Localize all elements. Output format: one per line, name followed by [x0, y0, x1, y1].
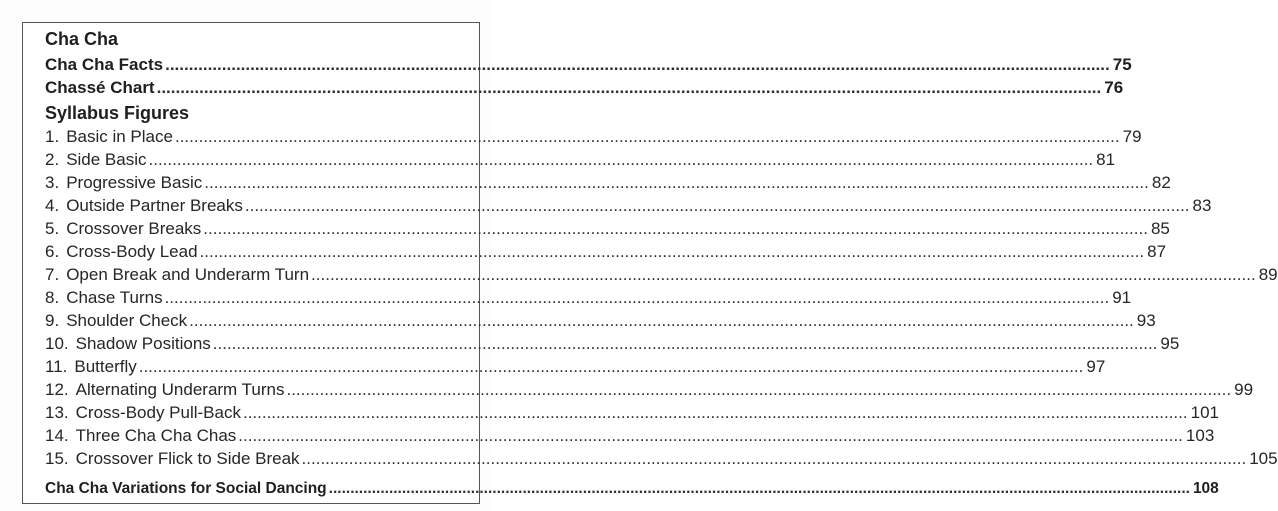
toc-entry-page: 76 — [1104, 78, 1124, 97]
figure-number: 15. — [45, 449, 69, 468]
figure-page: 91 — [1112, 288, 1132, 307]
dot-leader: ........................................................................................................................................................................................................ — [204, 173, 1149, 192]
figure-page: 95 — [1160, 334, 1180, 353]
toc-entry-chasse-chart — [45, 77, 1124, 99]
dot-leader: ........................................................................................................................................................................................................ — [311, 265, 1256, 284]
figure-number: 5. — [45, 219, 60, 238]
dot-leader: ........................................................................................................................................................................................................ — [238, 426, 1183, 445]
figure-label: Progressive Basic — [66, 173, 203, 192]
toc-entry-figure — [45, 448, 1278, 470]
figure-number: 8. — [45, 288, 60, 307]
toc-entry-cha-cha-facts — [45, 54, 1132, 76]
dot-leader: ........................................................................................................................................................................................................ — [199, 242, 1145, 261]
dot-leader: ........................................................................................................................................................................................................ — [203, 219, 1148, 238]
toc-entry-figure — [45, 172, 1171, 194]
figure-page: 93 — [1136, 311, 1156, 330]
toc-entry-figure — [45, 402, 1219, 424]
figure-page: 99 — [1234, 380, 1254, 399]
toc-entry-figure — [45, 218, 1170, 240]
figure-page: 89 — [1258, 265, 1278, 284]
toc-entry-figure — [45, 333, 1180, 355]
figure-page: 101 — [1190, 403, 1219, 422]
toc-entry-figure — [45, 241, 1167, 263]
figure-number: 6. — [45, 242, 60, 261]
toc-entry-label: Cha Cha Variations for Social Dancing — [45, 480, 327, 497]
figure-number: 10. — [45, 334, 69, 353]
figure-page: 82 — [1151, 173, 1171, 192]
figure-number: 9. — [45, 311, 60, 330]
dot-leader: ........................................................................................................................................................................................................ — [242, 403, 1188, 422]
figure-page: 87 — [1147, 242, 1167, 261]
figure-label: Open Break and Underarm Turn — [66, 265, 310, 284]
dot-leader: ........................................................................................................................................................................................................ — [212, 334, 1158, 353]
figure-number: 3. — [45, 173, 60, 192]
figure-number: 1. — [45, 127, 60, 146]
figure-label: Outside Partner Breaks — [66, 196, 243, 215]
figure-label: Basic in Place — [66, 127, 173, 146]
figure-page: 105 — [1249, 449, 1278, 468]
dot-leader: ........................................................................................................................................................................................................ — [328, 480, 1190, 497]
toc-entry-figure — [45, 149, 1116, 171]
dot-leader: ........................................................................................................................................................................................................ — [156, 78, 1102, 97]
toc-entry-figure — [45, 287, 1132, 309]
toc-entry-figure — [45, 310, 1156, 332]
dot-leader: ........................................................................................................................................................................................................ — [244, 196, 1190, 215]
toc-entry-figure — [45, 264, 1278, 286]
figure-number: 13. — [45, 403, 69, 422]
toc-entry-variations — [45, 478, 1219, 500]
figure-label: Butterfly — [74, 357, 137, 376]
figure-label: Cross-Body Pull-Back — [75, 403, 241, 422]
toc-entry-figure — [45, 425, 1215, 447]
toc-entry-figure — [45, 195, 1212, 217]
figure-number: 4. — [45, 196, 60, 215]
figure-page: 85 — [1150, 219, 1170, 238]
figure-number: 12. — [45, 380, 69, 399]
figure-label: Alternating Underarm Turns — [75, 380, 285, 399]
dot-leader: ........................................................................................................................................................................................................ — [148, 150, 1094, 169]
figure-label: Chase Turns — [66, 288, 163, 307]
figure-number: 2. — [45, 150, 60, 169]
figure-label: Shadow Positions — [75, 334, 211, 353]
dot-leader: ........................................................................................................................................................................................................ — [164, 288, 1110, 307]
dot-leader: ........................................................................................................................................................................................................ — [301, 449, 1247, 468]
figure-page: 83 — [1192, 196, 1212, 215]
figure-label: Side Basic — [66, 150, 147, 169]
dot-leader: ........................................................................................................................................................................................................ — [286, 380, 1232, 399]
figure-label: Crossover Breaks — [66, 219, 202, 238]
dot-leader: ........................................................................................................................................................................................................ — [174, 127, 1120, 146]
figure-page: 103 — [1185, 426, 1215, 445]
figure-page: 79 — [1122, 127, 1142, 146]
syllabus-heading: Syllabus Figures — [45, 103, 190, 123]
section-title: Cha Cha — [45, 29, 119, 49]
toc-entry-figure — [45, 126, 1142, 148]
toc-entry-figure — [45, 379, 1254, 401]
dot-leader: ........................................................................................................................................................................................................ — [165, 55, 1110, 74]
dot-leader: ........................................................................................................................................................................................................ — [189, 311, 1134, 330]
figure-label: Cross-Body Lead — [66, 242, 198, 261]
toc-entry-label: Chassé Chart — [45, 78, 155, 97]
figure-number: 14. — [45, 426, 69, 445]
figure-label: Crossover Flick to Side Break — [75, 449, 300, 468]
toc-entry-page: 75 — [1112, 55, 1132, 74]
toc-entry-page: 108 — [1192, 480, 1219, 497]
toc-entry-figure — [45, 356, 1106, 378]
table-of-contents-box — [22, 22, 1278, 504]
toc-entry-label: Cha Cha Facts — [45, 55, 164, 74]
figure-label: Three Cha Cha Chas — [75, 426, 237, 445]
figure-page: 97 — [1086, 357, 1106, 376]
figure-label: Shoulder Check — [66, 311, 188, 330]
figure-page: 81 — [1096, 150, 1116, 169]
figure-number: 7. — [45, 265, 60, 284]
dot-leader: ........................................................................................................................................................................................................ — [138, 357, 1084, 376]
figure-number: 11. — [45, 357, 68, 376]
